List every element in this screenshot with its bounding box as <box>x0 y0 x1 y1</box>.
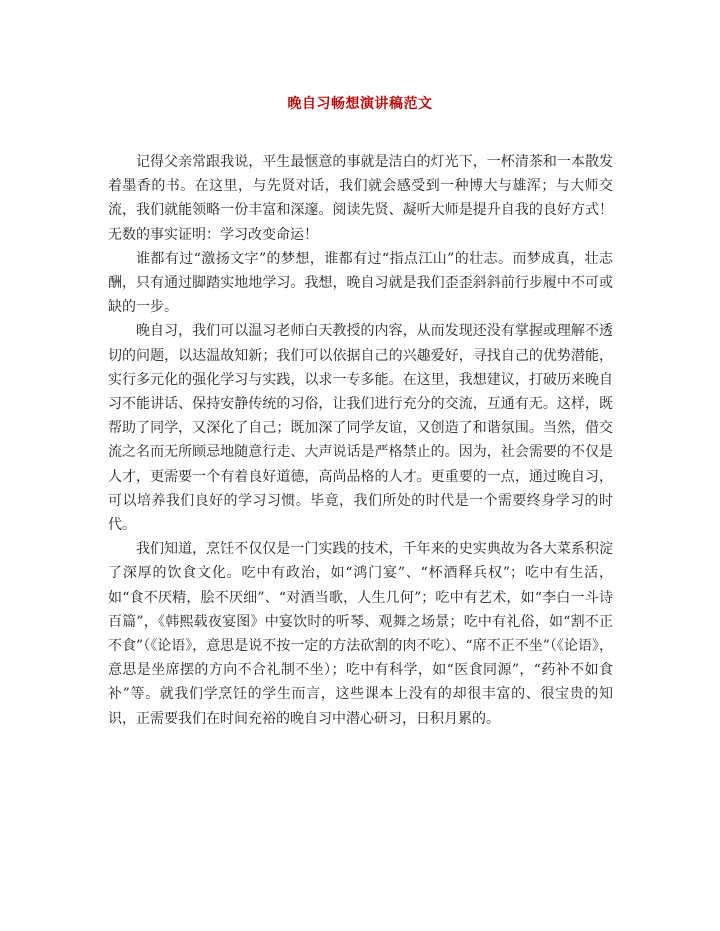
paragraph-3: 晚自习，我们可以温习老师白天教授的内容，从而发现还没有掌握或理解不透切的问题，以达温故知新；我们可以依据自己的兴趣爱好，寻找自己的优势潜能，实行多元化的强化学习与实践，以求一专多能。在这里，我想建议，打破历来晚自习不能讲话、保持安静传统的习俗，让我们进行充分的交流，互通有无。这样，既帮助了同学，又深化了自己；既加深了同学友谊，又创造了和谐氛围。当然，借交流之名而无所顾忌地随意行走、大声说话是严格禁止的。因为，社会需要的不仅是人才，更需要一个有着良好道德，高尚品格的人才。更重要的一点，通过晚自习，可以培养我们良好的学习习惯。毕竟，我们所处的时代是一个需要终身学习的时代。 <box>108 323 613 534</box>
paragraph-1: 记得父亲常跟我说，平生最惬意的事就是洁白的灯光下，一杯清茶和一本散发着墨香的书。在这里，与先贤对话，我们就会感受到一种博大与雄浑；与大师交流，我们就能领略一份丰富和深邃。阅读先贤、凝听大师是提升自我的良好方式！无数的事实证明：学习改变命运！ <box>108 154 613 243</box>
paragraph-2: 谁都有过“激扬文字”的梦想，谁都有过“指点江山”的壮志。而梦成真，壮志酬，只有通过脚踏实地地学习。我想，晚自习就是我们歪歪斜斜前行步履中不可或缺的一步。 <box>108 250 613 316</box>
paragraph-4: 我们知道，烹饪不仅仅是一门实践的技术，千年来的史实典故为各大菜系积淀了深厚的饮食文化。吃中有政治，如“鸿门宴”、“杯酒释兵权”；吃中有生活，如“食不厌精，脍不厌细”、“对酒当歌，人生几何”；吃中有艺术，如“李白一斗诗百篇”，《韩熙载夜宴图》中宴饮时的听琴、观舞之场景；吃中有礼俗，如“割不正不食”（《论语》，意思是说不按一定的方法砍割的肉不吃）、“席不正不坐”（《论语》，意思是坐席摆的方向不合礼制不坐）；吃中有科学，如“医食同源”，“药补不如食补”等。就我们学烹饪的学生而言，这些课本上没有的却很丰富的、很宝贵的知识，正需要我们在时间充裕的晚自习中潜心研习，日积月累的。 <box>108 541 613 727</box>
document-body <box>108 150 613 731</box>
document-title: 晚自习畅想演讲稿范文 <box>287 96 433 112</box>
